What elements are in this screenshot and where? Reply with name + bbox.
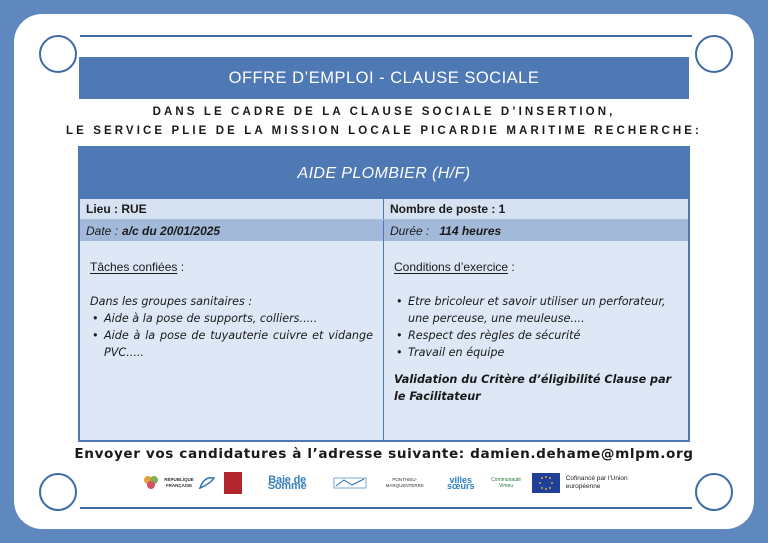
contact-line: Envoyer vos candidatures à l’adresse suivante: damien.dehame@mlpm.org [74, 446, 694, 462]
ponthieu-logo: PONTHIEU-MARQUENTERRE [385, 477, 424, 488]
tasks-column [80, 241, 384, 440]
job-title: AIDE PLOMBIER (H/F) [80, 148, 688, 199]
villes-soeurs-logo: villes sœurs [447, 475, 475, 491]
tasks-list [90, 310, 373, 361]
boulogne-logo [140, 472, 162, 494]
date-value: a/c du 20/01/2025 [122, 223, 221, 238]
boulogne-logo-mark [140, 472, 162, 494]
tasks-title [90, 259, 373, 276]
duration-value: 114 heures [439, 223, 502, 238]
eu-flag-icon [532, 473, 560, 493]
positions-cell [384, 199, 688, 219]
validation-note: Validation du Critère d’éligibilité Clause par le Facilitateur [394, 373, 672, 403]
baie-de-somme-logo: Baie de Somme [267, 474, 307, 492]
conditions-title-text: Conditions d’exercice [394, 260, 509, 274]
partner-logos [140, 469, 630, 497]
list-item: • Aide à la pose de supports, colliers..... [90, 310, 373, 327]
location-row [80, 199, 688, 220]
location-text: Lieu : RUE [86, 202, 147, 216]
republique-logo: RÉPUBLIQUE FRANÇAISE [164, 477, 194, 488]
date-row [80, 220, 688, 241]
intro-line-2: LE SERVICE PLIE DE LA MISSION LOCALE PICARDIE MARITIME RECHERCHE: [66, 125, 702, 137]
list-item: • Aide à la pose de tuyauterie cuivre et vidange PVC..... [90, 327, 373, 361]
bottom-rule [80, 507, 692, 509]
list-item: • Respect des règles de sécurité [394, 327, 678, 344]
corner-circle-top-right [695, 35, 733, 73]
duration-cell [384, 220, 688, 241]
region-logo [224, 472, 242, 494]
corner-circle-bottom-left [39, 473, 77, 511]
vimeu-logo: Communauté Vimeu [491, 477, 522, 489]
details-body [80, 241, 688, 440]
offer-header: OFFRE D’EMPLOI - CLAUSE SOCIALE [79, 57, 689, 99]
conditions-list [394, 293, 678, 361]
community-logo-mark [332, 472, 368, 494]
list-item: • Etre bricoleur et savoir utiliser un perforateur, une perceuse, une meuleuse.... [394, 293, 678, 327]
pas-de-calais-logo [196, 472, 218, 494]
conditions-title-suffix: : [508, 260, 515, 274]
date-label: Date : [86, 223, 119, 238]
list-item: • Travail en équipe [394, 344, 678, 361]
conditions-column [384, 241, 688, 440]
location-cell [80, 199, 384, 219]
job-details-table [78, 146, 690, 442]
tasks-intro: Dans les groupes sanitaires : [90, 295, 253, 308]
corner-circle-bottom-right [695, 473, 733, 511]
top-rule [80, 35, 692, 37]
pas-de-calais-logo-mark [196, 472, 218, 494]
duration-label: Durée : [390, 223, 430, 238]
date-cell [80, 220, 384, 241]
eu-cofinance-text: Cofinancé par l'Union européenne [565, 475, 628, 490]
eu-stars-icon [532, 473, 560, 493]
positions-text: Nombre de poste : 1 [390, 202, 506, 216]
tasks-title-text: Tâches confiées [90, 260, 178, 274]
corner-circle-top-left [39, 35, 77, 73]
tasks-title-suffix: : [177, 260, 185, 274]
intro-line-1: DANS LE CADRE DE LA CLAUSE SOCIALE D’INSERTION, [152, 106, 616, 118]
conditions-title [394, 259, 678, 276]
community-logo [332, 472, 368, 494]
